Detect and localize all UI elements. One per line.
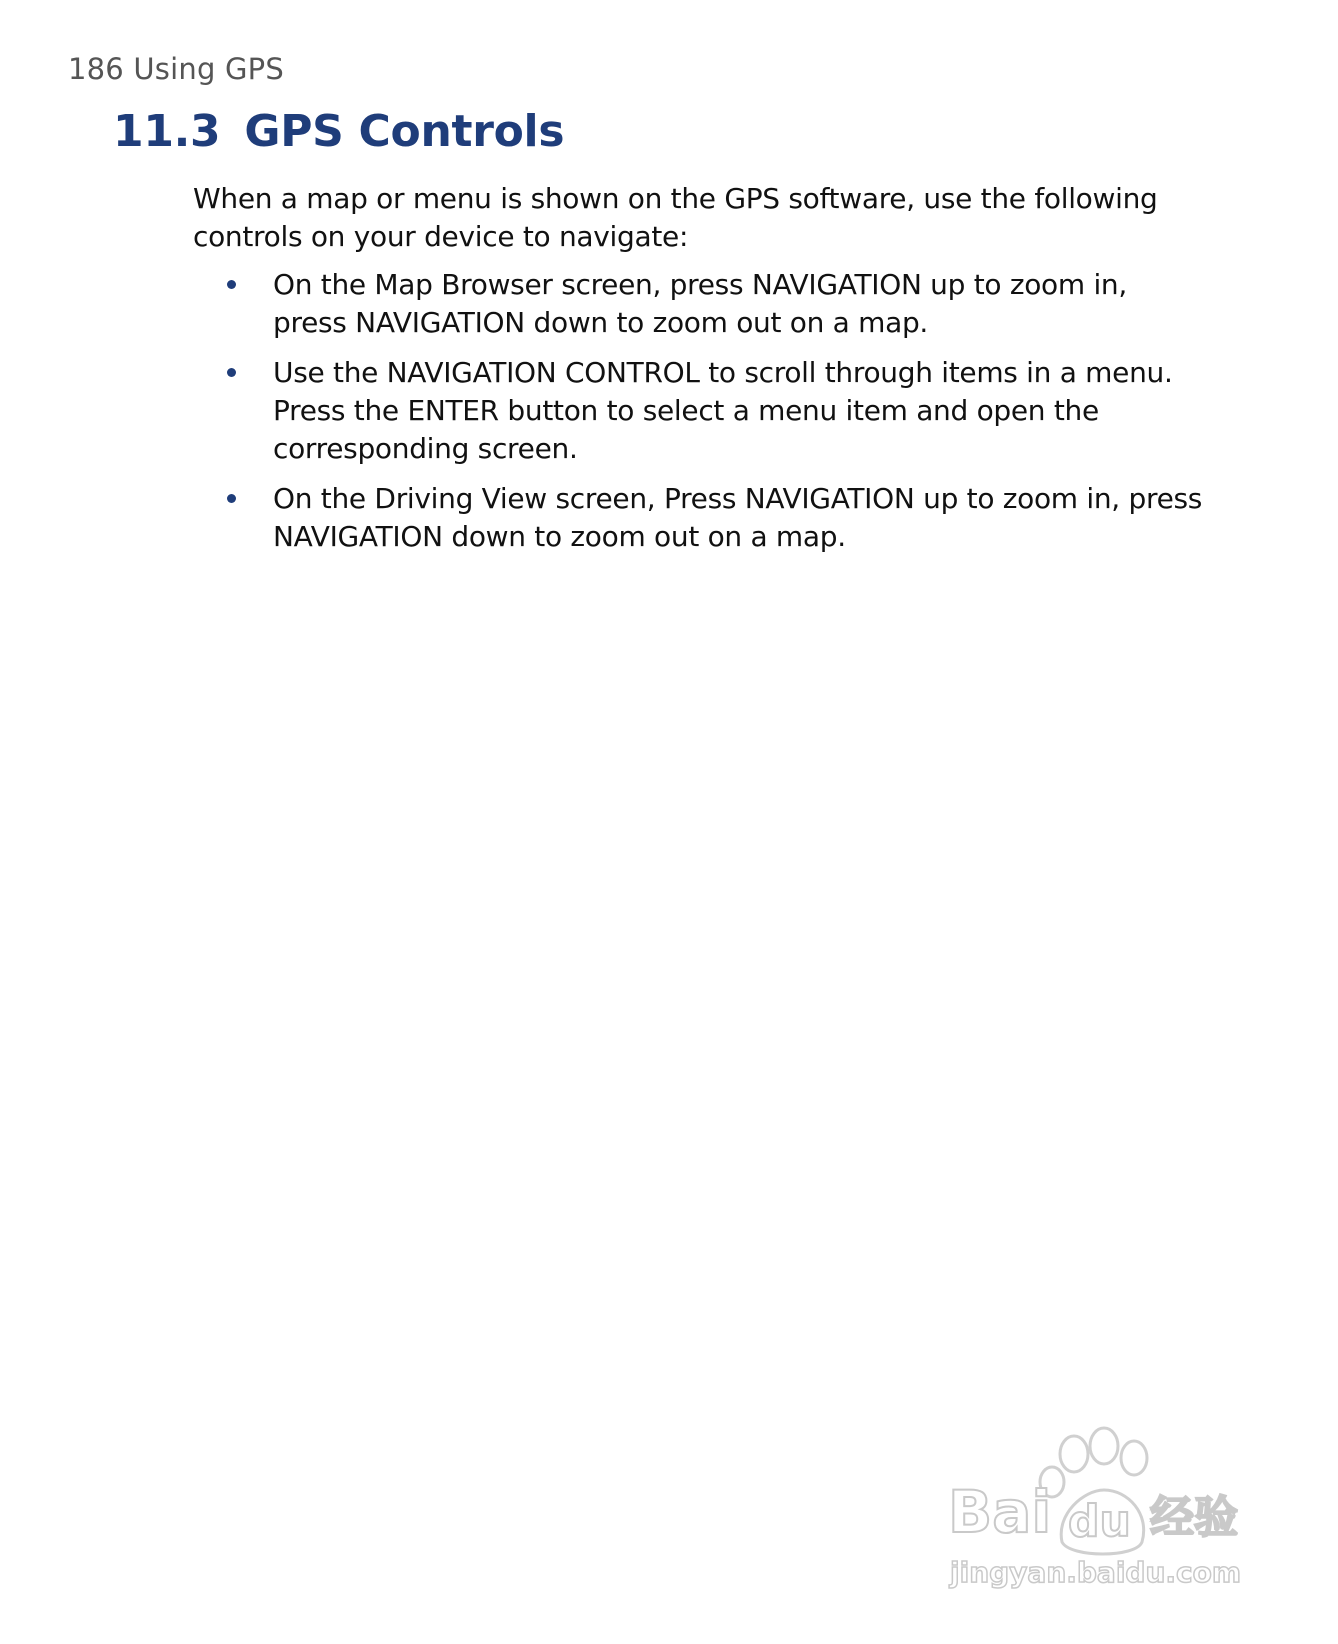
list-item-text: On the Map Browser screen, press NAVIGATION up to zoom in, press NAVIGATION down to zoom out on a map. — [273, 268, 1127, 339]
bullet-dot-icon — [227, 280, 236, 289]
section-title: GPS Controls — [244, 106, 565, 157]
bullet-dot-icon — [227, 368, 236, 377]
list-item — [193, 266, 1203, 342]
list-item — [193, 480, 1203, 556]
list-item — [193, 354, 1203, 468]
watermark-brand: Bai — [948, 1478, 1052, 1546]
list-item-text: Use the NAVIGATION CONTROL to scroll through items in a menu. Press the ENTER button to select a menu item and open the corresponding screen. — [273, 356, 1173, 465]
running-header: 186 Using GPS — [68, 52, 284, 86]
bullet-list — [193, 266, 1203, 568]
section-heading — [113, 106, 564, 157]
intro-paragraph: When a map or menu is shown on the GPS software, use the following controls on your device to navigate: — [193, 182, 1158, 253]
bullet-dot-icon — [227, 494, 236, 503]
baidu-jingyan-watermark — [944, 1424, 1264, 1594]
watermark-brand-du: du — [1068, 1496, 1131, 1547]
watermark-url: jingyan.baidu.com — [950, 1556, 1242, 1589]
watermark-brand-cn: 经验 — [1150, 1492, 1238, 1543]
list-item-text: On the Driving View screen, Press NAVIGATION up to zoom in, press NAVIGATION down to zoom out on a map. — [273, 482, 1203, 553]
section-number: 11.3 — [113, 106, 221, 157]
